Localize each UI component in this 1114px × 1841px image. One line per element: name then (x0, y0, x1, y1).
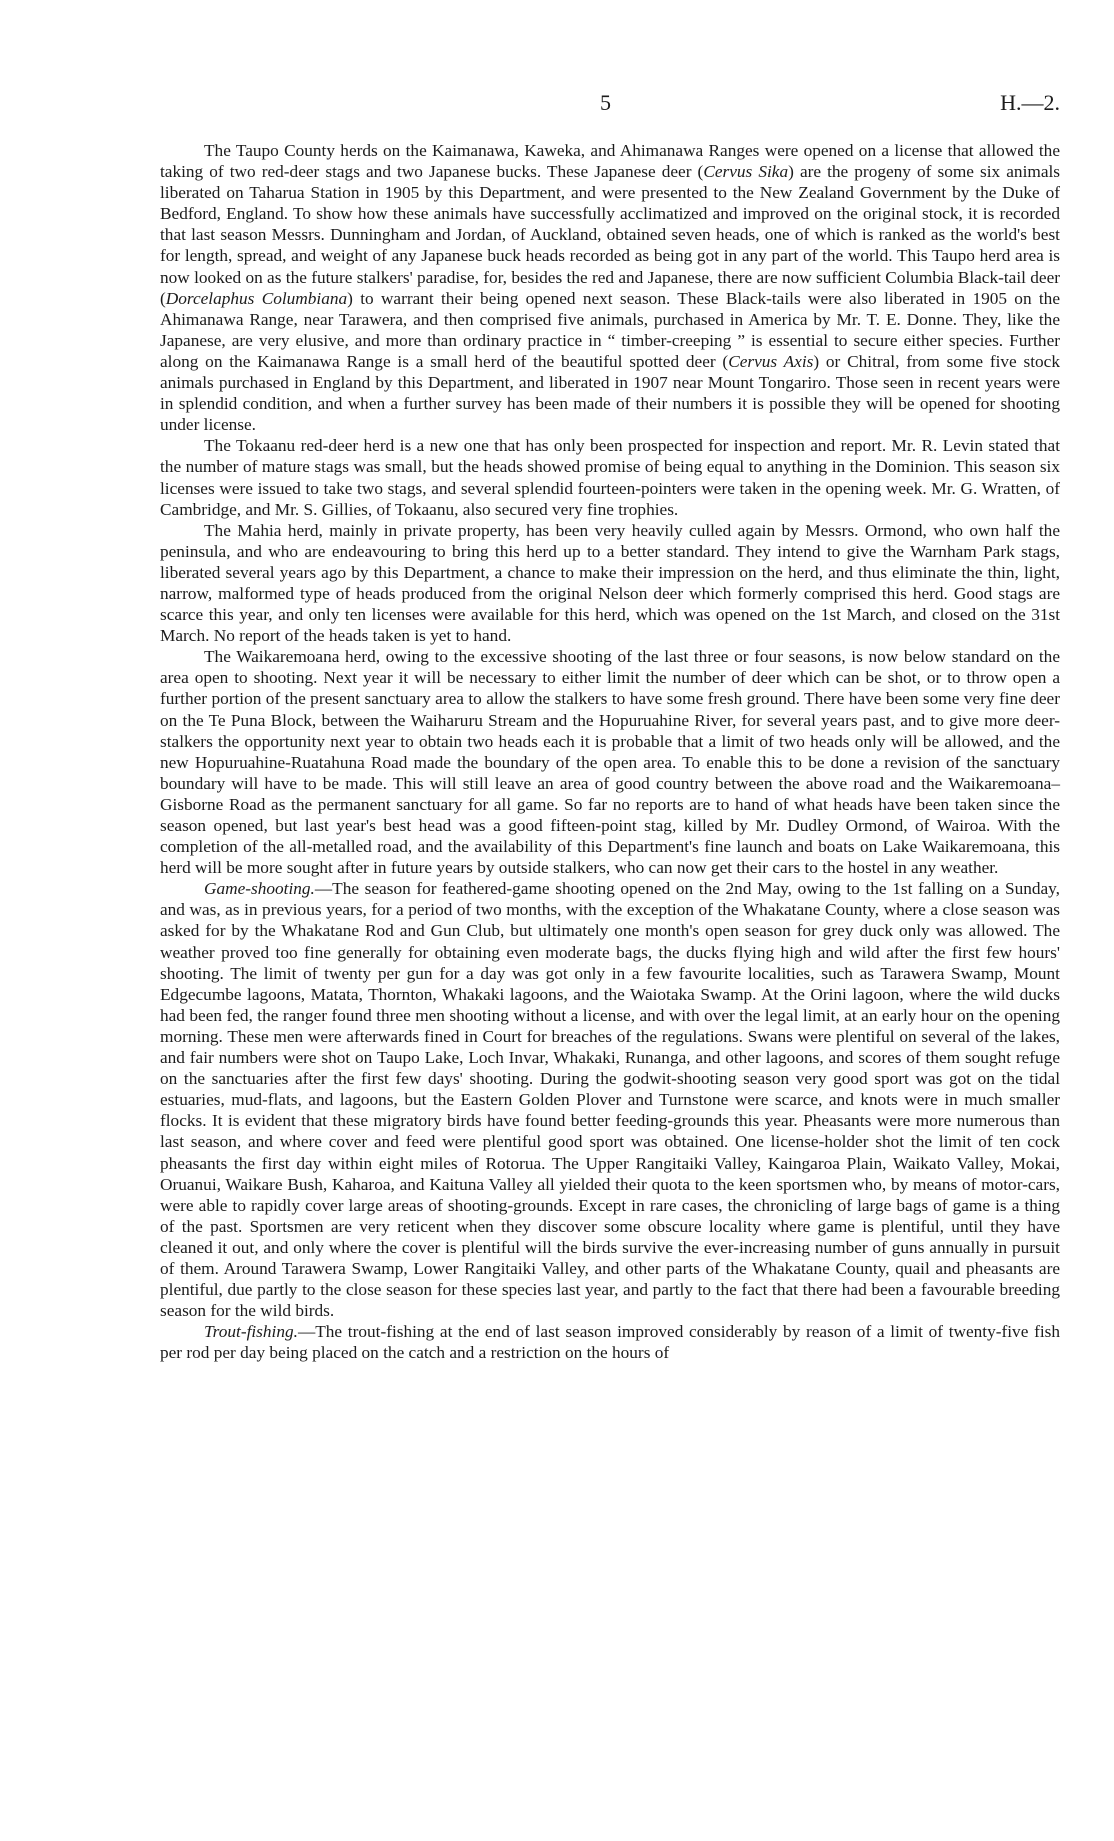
page-header (160, 90, 1060, 120)
text-segment: The Taupo County herds on the Kaimanawa, Kaweka, and Ahimanawa Ranges were opened on a license that allowed the taking of two red-deer stags and two Japanese bucks. These Japanese deer ( (160, 141, 1060, 182)
italic-text: Trout-fishing. (204, 1322, 298, 1342)
text-segment: —The season for feathered-game shooting opened on the 2nd May, owing to the 1st falling on a Sunday, and was, as in previous years, for a period of two months, with the exception of the Whakatane County, where a close season was asked for by the Whakatane Rod and Gun Club, but ultimately one month's open season for grey duck only was allowed. The weather proved too fine generally for obtaining even moderate bags, the ducks flying high and wild after the first few hours' shooting. The limit of twenty per gun for a day was got only in a few favourite localities, such as Tarawera Swamp, Mount Edgecumbe lagoons, Matata, Thornton, Whakaki lagoons, and the Waiotaka Swamp. At the Orini lagoon, where the wild ducks had been fed, the ranger found three men shooting without a license, and with over the legal limit, at an early hour on the opening morning. These men were afterwards fined in Court for breaches of the regulations. Swans were plentiful on several of the lakes, and fair numbers were shot on Taupo Lake, Loch Invar, Whakaki, Runanga, and other lagoons, and scores of them sought refuge on the sanctuaries after the first few days' shooting. During the godwit-shooting season very good sport was got on the tidal estuaries, mud-flats, and lagoons, but the Eastern Golden Plover and Turnstone were scarce, and knots were in much smaller flocks. It is evident that these migratory birds have found better feeding-grounds this year. Pheasants were more numerous than last season, and where cover and feed were plentiful good sport was obtained. One license-holder shot the limit of ten cock pheasants the first day within eight miles of Rotorua. The Upper Rangitaiki Valley, Kaingaroa Plain, Waikato Valley, Mokai, Oruanui, Waikare Bush, Kaharoa, and Kaituna Valley all yielded their quota to the keen sportsmen who, by means of motor-cars, were able to rapidly cover large areas of shooting-grounds. Except in rare cases, the chronicling of large bags of game is a thing of the past. Sportsmen are very reticent when they discover some obscure locality where game is plentiful, until they have cleaned it out, and only where the cover is plentiful will the birds survive the ever-increasing number of guns annually in pursuit of them. Around Tarawera Swamp, Lower Rangitaiki Valley, and other parts of the Whakatane County, quail and pheasants are plentiful, due partly to the close season for these species last year, and partly to the fact that there had been a favourable breeding season for the wild birds. (160, 879, 1060, 1321)
italic-text: Dorcelaphus Columbiana (165, 288, 348, 308)
text-segment: —The trout-fishing at the end of last season improved considerably by reason of a limit of twenty-five fish per rod per day being placed on the catch and a restriction on the hours of (160, 1322, 1060, 1363)
taupo-herds-paragraph (160, 140, 1060, 435)
page-number: 5 (600, 90, 611, 115)
italic-text: Cervus Axis (728, 351, 814, 371)
text-segment: The Tokaanu red-deer herd is a new one that has only been prospected for inspection and report. Mr. R. Levin stated that the number of mature stags was small, but the heads showed promise of being equal to anything in the Dominion. This season six licenses were issued to take two stags, and several splendid fourteen-pointers were taken in the opening week. Mr. G. Wratten, of Cambridge, and Mr. S. Gillies, of Tokaanu, also secured very fine trophies. (160, 436, 1060, 519)
waikaremoana-herd-paragraph (160, 646, 1060, 878)
mahia-herd-paragraph (160, 520, 1060, 647)
text-segment: The Waikaremoana herd, owing to the excessive shooting of the last three or four seasons, is now below standard on the area open to shooting. Next year it will be necessary to either limit the number of deer which can be shot, or to throw open a further portion of the present sanctuary area to allow the stalkers to have some fresh ground. There have been some very fine deer on the Te Puna Block, between the Waiharuru Stream and the Hopuruahine River, for several years past, and to give more deer-stalkers the opportunity next year to obtain two heads each it is probable that a limit of two heads only will be allowed, and the new Hopuruahine-Ruatahuna Road made the boundary of the open area. To enable this to be done a revision of the sanctuary boundary will have to be made. This will still leave an area of good country between the above road and the Waikaremoana–Gisborne Road as the permanent sanctuary for all game. So far no reports are to hand of what heads have been taken since the season opened, but last year's best head was a good fifteen-point stag, killed by Mr. Dudley Ormond, of Wairoa. With the completion of the all-metalled road, and the availability of this Department's fine launch and boats on Lake Waikaremoana, this herd will be more sought after in future years by outside stalkers, who can now get their cars to the hostel in any weather. (160, 647, 1060, 878)
text-segment: ) are the progeny of some six animals liberated on Taharua Station in 1905 by this Department, and were presented to the New Zealand Government by the Duke of Bedford, England. To show how these animals have successfully acclimatized and improved on the original stock, it is recorded that last season Messrs. Dunningham and Jordan, of Auckland, obtained seven heads, one of which is ranked as the world's best for length, spread, and weight of any Japanese buck heads recorded as being got in any part of the world. This Taupo herd area is now looked on as the future stalkers' paradise, for, besides the red and Japanese, there are now sufficient Columbia Black-tail deer ( (160, 162, 1061, 308)
trout-fishing-paragraph (160, 1321, 1060, 1363)
text-segment: The Mahia herd, mainly in private property, has been very heavily culled again by Messrs. Ormond, who own half the peninsula, and who are endeavouring to bring this herd up to a better standard. They intend to give the Warnham Park stags, liberated several years ago by this Department, a chance to make their impression on the herd, and thus eliminate the thin, light, narrow, malformed type of heads produced from the original Nelson deer which formerly comprised this herd. Good stags are scarce this year, and only ten licenses were available for this herd, which was opened on the 1st March, and closed on the 31st March. No report of the heads taken is yet to hand. (160, 520, 1060, 646)
text-segment: ) to warrant their being opened next season. These Black-tails were also liberated in 1905 on the Ahimanawa Range, near Tarawera, and then comprised five animals, purchased in America by Mr. T. E. Donne. They, like the Japanese, are very elusive, and more than ordinary practice in “ timber-creeping ” is essential to secure either species. Further along on the Kaimanawa Range is a small herd of the beautiful spotted deer ( (160, 288, 1060, 371)
body-text (160, 140, 1060, 1363)
tokaanu-herd-paragraph (160, 435, 1060, 519)
text-segment: ) or Chitral, from some five stock animals purchased in England by this Department, and liberated in 1907 near Mount Tongariro. Those seen in recent years were in splendid condition, and when a further survey has been made of their numbers it is possible they will be opened for shooting under license. (160, 351, 1060, 435)
document-reference: H.—2. (1000, 90, 1060, 115)
italic-text: Cervus Sika (703, 162, 789, 182)
game-shooting-paragraph (160, 878, 1060, 1321)
italic-text: Game-shooting. (204, 879, 315, 899)
